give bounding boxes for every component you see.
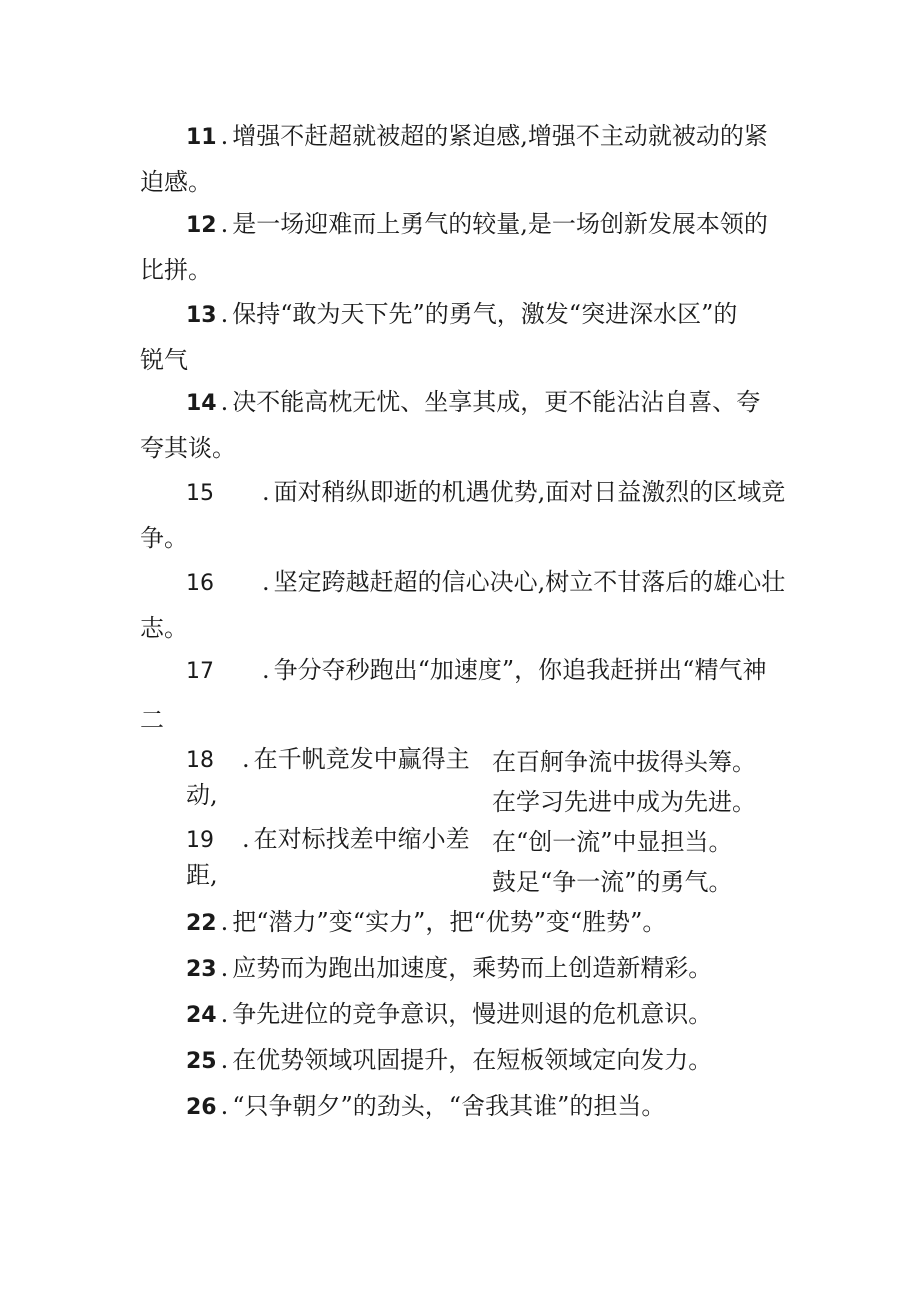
list-item	[140, 470, 796, 560]
split-right-line: 在百舸争流中拔得头筹。	[492, 748, 756, 776]
item-separator: .	[262, 478, 270, 506]
list-item	[140, 992, 796, 1038]
item-number: 17	[186, 659, 214, 684]
item-first-line	[140, 1038, 796, 1084]
item-first-line	[140, 380, 796, 426]
item-number: 15	[186, 481, 214, 506]
item-separator: .	[262, 568, 270, 596]
item-number: 22	[186, 911, 217, 936]
item-first-line	[140, 946, 796, 992]
item-number: 25	[186, 1049, 217, 1074]
item-first-line	[140, 202, 796, 248]
split-left-column	[186, 822, 486, 892]
list-item	[140, 946, 796, 992]
split-right-line: 鼓足“争一流”的勇气。	[492, 868, 733, 896]
item-separator: .	[220, 300, 229, 328]
item-wrap-line: 锐气	[140, 346, 188, 374]
item-text: “只争朝夕”的劲头，“舍我其谁”的担当。	[232, 1092, 666, 1120]
list-item	[140, 648, 796, 742]
item-number: 24	[186, 1003, 217, 1028]
item-separator: .	[220, 210, 229, 238]
item-first-line	[140, 292, 796, 338]
item-text: 把“潜力”变“实力”，把“优势”变“胜势”。	[232, 908, 667, 936]
item-number: 11	[186, 125, 217, 150]
item-separator: .	[220, 1092, 229, 1120]
split-left-text: 在对标找差中缩小差	[253, 825, 470, 853]
split-left-line	[186, 742, 486, 778]
item-text: 争分夺秒跑出“加速度”，你追我赶拼出“精气神	[273, 656, 767, 684]
list-item	[140, 1084, 796, 1130]
item-wrap-line: 比拼。	[140, 256, 212, 284]
split-right-column	[492, 822, 792, 902]
item-first-line	[140, 470, 796, 516]
item-number: 18	[186, 748, 214, 773]
item-wrap-line: 二	[140, 706, 164, 734]
split-left-wrap: 距,	[186, 861, 218, 889]
split-left-wrap: 动,	[186, 781, 218, 809]
item-number: 16	[186, 571, 214, 596]
item-wrap-line: 迫感。	[140, 168, 212, 196]
list-item	[140, 900, 796, 946]
item-number: 23	[186, 957, 217, 982]
list-item	[140, 114, 796, 204]
item-first-line	[140, 1084, 796, 1130]
item-text: 应势而为跑出加速度，乘势而上创造新精彩。	[232, 954, 713, 982]
item-wrap-line: 夸其谈。	[140, 434, 236, 462]
list-item	[140, 1038, 796, 1084]
item-wrap-line: 志。	[140, 614, 188, 642]
list-item	[140, 560, 796, 650]
item-first-line	[140, 992, 796, 1038]
split-list-item	[186, 822, 786, 902]
split-right-line: 在学习先进中成为先进。	[492, 788, 756, 816]
list-item	[140, 380, 796, 470]
item-separator: .	[262, 656, 270, 684]
item-first-line	[140, 560, 796, 606]
item-separator: .	[220, 388, 229, 416]
item-first-line	[140, 648, 796, 694]
item-separator: .	[220, 954, 229, 982]
item-number: 14	[186, 391, 217, 416]
item-text: 保持“敢为天下先”的勇气，激发“突进深水区”的	[232, 300, 738, 328]
item-separator: .	[220, 122, 229, 150]
split-left-column	[186, 742, 486, 812]
item-text: 决不能高枕无忧、坐享其成，更不能沾沾自喜、夸	[232, 388, 761, 416]
item-text: 增强不赶超就被超的紧迫感,增强不主动就被动的紧	[232, 122, 768, 150]
item-separator: .	[220, 1000, 229, 1028]
list-item	[140, 292, 796, 382]
item-text: 争先进位的竞争意识，慢进则退的危机意识。	[232, 1000, 713, 1028]
split-list-item	[186, 742, 786, 822]
item-first-line	[140, 900, 796, 946]
item-number: 19	[186, 828, 214, 853]
item-separator: .	[220, 1046, 229, 1074]
item-separator: .	[242, 825, 250, 853]
item-text: 是一场迎难而上勇气的较量,是一场创新发展本领的	[232, 210, 768, 238]
item-text: 在优势领域巩固提升，在短板领域定向发力。	[232, 1046, 713, 1074]
item-separator: .	[220, 908, 229, 936]
item-text: 坚定跨越赶超的信心决心,树立不甘落后的雄心壮	[273, 568, 786, 596]
split-left-line	[186, 822, 486, 858]
list-item	[140, 202, 796, 292]
item-number: 26	[186, 1095, 217, 1120]
item-wrap-line: 争。	[140, 524, 188, 552]
split-left-text: 在千帆竞发中赢得主	[253, 745, 470, 773]
item-text: 面对稍纵即逝的机遇优势,面对日益激烈的区域竞	[273, 478, 786, 506]
item-number: 13	[186, 303, 217, 328]
split-right-line: 在“创一流”中显担当。	[492, 828, 733, 856]
item-separator: .	[242, 745, 250, 773]
item-first-line	[140, 114, 796, 160]
split-right-column	[492, 742, 792, 822]
item-number: 12	[186, 213, 217, 238]
